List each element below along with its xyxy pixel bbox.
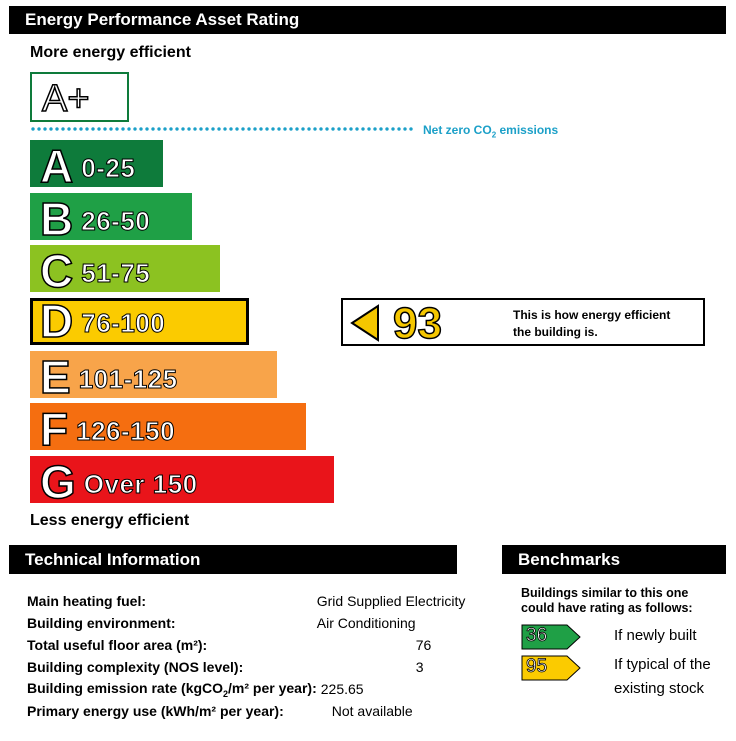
band-range: 26-50: [81, 206, 151, 236]
tech-label-sub: 2: [223, 688, 229, 699]
table-row: [27, 700, 465, 722]
rating-value: 93: [393, 299, 442, 348]
band-letter: D: [40, 295, 74, 347]
tech-label: Total useful floor area (m²):: [27, 637, 208, 653]
net-zero-suffix: emissions: [496, 123, 559, 137]
band-range: 51-75: [81, 258, 151, 288]
net-zero-text: Net zero CO: [423, 123, 492, 137]
benchmarks-intro-line2: could have rating as follows:: [521, 601, 693, 615]
benchmark-new-build: [521, 624, 721, 650]
rating-arrow-icon: [349, 304, 379, 342]
tech-label: Building environment:: [27, 615, 176, 631]
aplus-label: A+: [42, 78, 90, 120]
benchmark-text-line1: If typical of the: [614, 656, 711, 673]
tech-value: 225.65: [320, 681, 364, 697]
band-letter: B: [40, 193, 74, 245]
tech-label: [27, 678, 317, 700]
table-row: [27, 634, 465, 656]
tech-label: Building complexity (NOS level):: [27, 659, 244, 675]
technical-title: Technical Information: [25, 549, 201, 569]
current-rating-indicator: [341, 298, 705, 346]
band-a: [30, 140, 163, 192]
tech-label-prefix: Building emission rate (kgCO: [27, 679, 224, 696]
tech-value: 76: [415, 637, 432, 653]
net-zero-dotted-line: [30, 125, 414, 133]
band-letter: E: [40, 351, 71, 403]
table-row: [27, 656, 465, 678]
rating-description-line1: This is how energy efficient: [513, 308, 671, 322]
band-e: [30, 351, 277, 403]
tech-value: 3: [415, 659, 424, 675]
benchmarks-title: Benchmarks: [518, 549, 621, 569]
band-range: 101-125: [78, 364, 178, 394]
benchmark-text: If newly built: [614, 627, 697, 644]
rating-description: [513, 307, 670, 341]
technical-table: [27, 590, 465, 722]
band-d: [30, 295, 249, 347]
page-header: [9, 6, 726, 34]
table-row: [27, 590, 465, 612]
tech-label-suffix: /m² per year):: [228, 679, 317, 696]
benchmarks-intro: [521, 586, 693, 616]
tech-value: Grid Supplied Electricity: [316, 593, 466, 609]
net-zero-label: [423, 123, 558, 139]
more-efficient-label: More energy efficient: [30, 44, 191, 61]
band-letter: A: [40, 140, 74, 192]
band-g: [30, 456, 334, 508]
tech-label: Main heating fuel:: [27, 593, 146, 609]
band-letter: C: [40, 245, 74, 297]
benchmark-value: 36: [526, 625, 548, 646]
benchmark-value: 95: [526, 656, 548, 677]
table-row: [27, 612, 465, 634]
less-efficient-label: Less energy efficient: [30, 512, 190, 529]
tech-label: Primary energy use (kWh/m² per year):: [27, 703, 284, 719]
band-range: 76-100: [81, 308, 166, 338]
band-range: Over 150: [83, 469, 198, 499]
benchmarks-header: [502, 545, 726, 574]
tech-value: Air Conditioning: [316, 615, 416, 631]
rating-description-line2: the building is.: [513, 325, 598, 339]
tech-value: Not available: [331, 703, 413, 719]
band-letter: F: [40, 403, 69, 455]
benchmark-typical-stock: [521, 655, 731, 705]
band-letter: G: [40, 456, 76, 508]
band-f: [30, 403, 306, 455]
net-zero-sub: 2: [491, 130, 497, 140]
band-c: [30, 245, 220, 297]
band-range: 126-150: [76, 416, 176, 446]
page-title: Energy Performance Asset Rating: [25, 10, 300, 29]
aplus-band: [30, 72, 129, 122]
technical-header: [9, 545, 457, 574]
benchmarks-intro-line1: Buildings similar to this one: [521, 586, 689, 600]
table-row: [27, 678, 465, 700]
band-range: 0-25: [81, 153, 136, 183]
benchmark-text: [614, 653, 711, 701]
benchmark-text-line2: existing stock: [614, 680, 705, 697]
band-b: [30, 193, 192, 245]
